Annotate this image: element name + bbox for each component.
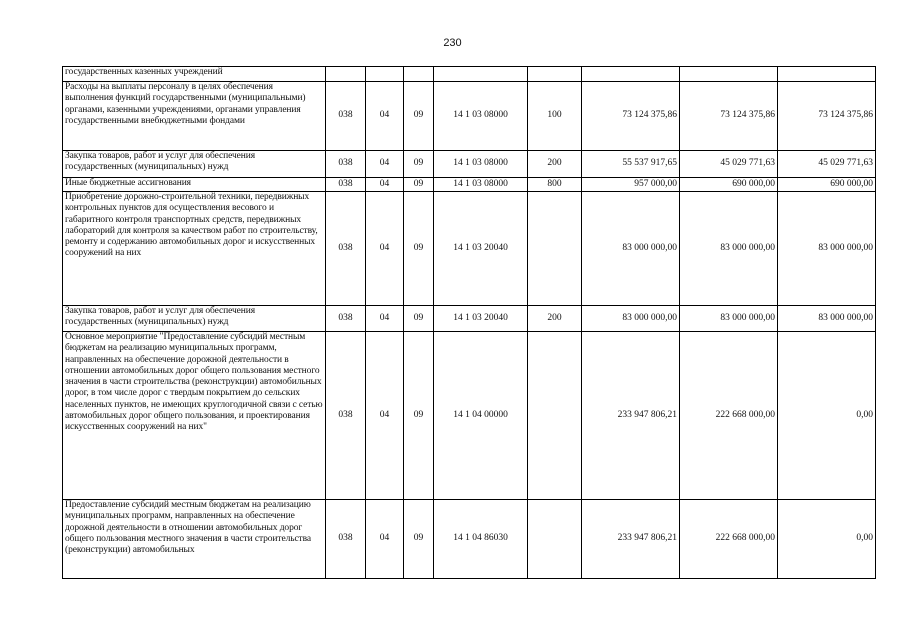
cell-vr: 200	[528, 306, 582, 332]
cell-ved: 038	[326, 306, 366, 332]
cell-sum-2: 222 668 000,00	[680, 500, 778, 579]
cell-sum-2: 690 000,00	[680, 178, 778, 192]
cell-csr: 14 1 03 08000	[434, 82, 528, 151]
row-name: Расходы на выплаты персоналу в целях обеспечения выполнения функций государственными (муниципальными) органами, казенными учреждениями, органами управления государственными внебюджетными фондами	[63, 82, 326, 151]
row-name: Закупка товаров, работ и услуг для обеспечения государственных (муниципальных) нужд	[63, 306, 326, 332]
cell-pr	[404, 67, 434, 82]
row-name: Основное мероприятие "Предоставление субсидий местным бюджетам на реализацию муниципальных программ, направленных на обеспечение дорожной деятельности в отношении автомобильных дорог общего пользования местного значения в части строительства (реконструкции) автомобильных дорог, в том числе дорог с твердым покрытием до сельских населенных пунктов, не имеющих круглогодичной связи с сетью автомобильных дорог общего пользования, и проектирования искусственных сооружений на них"	[63, 332, 326, 500]
cell-sum-1: 957 000,00	[582, 178, 680, 192]
cell-ved: 038	[326, 332, 366, 500]
cell-csr: 14 1 04 00000	[434, 332, 528, 500]
cell-ved: 038	[326, 151, 366, 178]
cell-sum-1: 55 537 917,65	[582, 151, 680, 178]
cell-sum-3: 73 124 375,86	[778, 82, 876, 151]
cell-vr: 200	[528, 151, 582, 178]
cell-vr	[528, 500, 582, 579]
cell-csr	[434, 67, 528, 82]
cell-sum-1: 83 000 000,00	[582, 306, 680, 332]
cell-rz: 04	[366, 332, 404, 500]
cell-sum-3: 45 029 771,63	[778, 151, 876, 178]
cell-vr: 800	[528, 178, 582, 192]
cell-sum-3: 83 000 000,00	[778, 192, 876, 306]
cell-ved: 038	[326, 500, 366, 579]
cell-sum-1	[582, 67, 680, 82]
cell-pr: 09	[404, 178, 434, 192]
cell-pr: 09	[404, 151, 434, 178]
cell-ved	[326, 67, 366, 82]
cell-sum-2	[680, 67, 778, 82]
cell-rz: 04	[366, 306, 404, 332]
cell-rz: 04	[366, 192, 404, 306]
cell-vr	[528, 192, 582, 306]
cell-sum-3: 690 000,00	[778, 178, 876, 192]
cell-sum-3: 83 000 000,00	[778, 306, 876, 332]
row-name: государственных казенных учреждений	[63, 67, 326, 82]
cell-sum-1: 83 000 000,00	[582, 192, 680, 306]
table-row	[63, 332, 876, 500]
table-row	[63, 151, 876, 178]
row-name: Приобретение дорожно-строительной техники, передвижных контрольных пунктов для осуществления весового и габаритного контроля транспортных средств, передвижных лабораторий для контроля за качеством работ по строительству, ремонту и содержанию автомобильных дорог и искусственных сооружений на них	[63, 192, 326, 306]
cell-pr: 09	[404, 306, 434, 332]
cell-rz	[366, 67, 404, 82]
cell-csr: 14 1 03 20040	[434, 306, 528, 332]
row-name: Иные бюджетные ассигнования	[63, 178, 326, 192]
cell-sum-1: 233 947 806,21	[582, 332, 680, 500]
cell-pr: 09	[404, 332, 434, 500]
table-row	[63, 500, 876, 579]
cell-pr: 09	[404, 500, 434, 579]
cell-rz: 04	[366, 500, 404, 579]
cell-pr: 09	[404, 192, 434, 306]
table-row	[63, 178, 876, 192]
row-name: Закупка товаров, работ и услуг для обеспечения государственных (муниципальных) нужд	[63, 151, 326, 178]
cell-sum-3: 0,00	[778, 332, 876, 500]
cell-ved: 038	[326, 192, 366, 306]
cell-sum-2: 83 000 000,00	[680, 306, 778, 332]
table-row	[63, 82, 876, 151]
cell-sum-1: 73 124 375,86	[582, 82, 680, 151]
cell-csr: 14 1 03 20040	[434, 192, 528, 306]
table-row	[63, 67, 876, 82]
cell-csr: 14 1 03 08000	[434, 178, 528, 192]
cell-sum-1: 233 947 806,21	[582, 500, 680, 579]
cell-vr	[528, 332, 582, 500]
cell-csr: 14 1 03 08000	[434, 151, 528, 178]
cell-pr: 09	[404, 82, 434, 151]
cell-sum-2: 83 000 000,00	[680, 192, 778, 306]
cell-sum-3: 0,00	[778, 500, 876, 579]
cell-rz: 04	[366, 82, 404, 151]
page-number: 230	[443, 37, 462, 49]
cell-sum-2: 45 029 771,63	[680, 151, 778, 178]
row-name: Предоставление субсидий местным бюджетам на реализацию муниципальных программ, направленных на обеспечение дорожной деятельности в отношении автомобильных дорог общего пользования местного значения в части строительства (реконструкции) автомобильных	[63, 500, 326, 579]
cell-vr	[528, 67, 582, 82]
budget-table	[62, 66, 876, 579]
cell-ved: 038	[326, 178, 366, 192]
cell-rz: 04	[366, 178, 404, 192]
cell-ved: 038	[326, 82, 366, 151]
cell-sum-3	[778, 67, 876, 82]
table-row	[63, 192, 876, 306]
table-row	[63, 306, 876, 332]
cell-csr: 14 1 04 86030	[434, 500, 528, 579]
cell-rz: 04	[366, 151, 404, 178]
cell-sum-2: 222 668 000,00	[680, 332, 778, 500]
cell-vr: 100	[528, 82, 582, 151]
cell-sum-2: 73 124 375,86	[680, 82, 778, 151]
